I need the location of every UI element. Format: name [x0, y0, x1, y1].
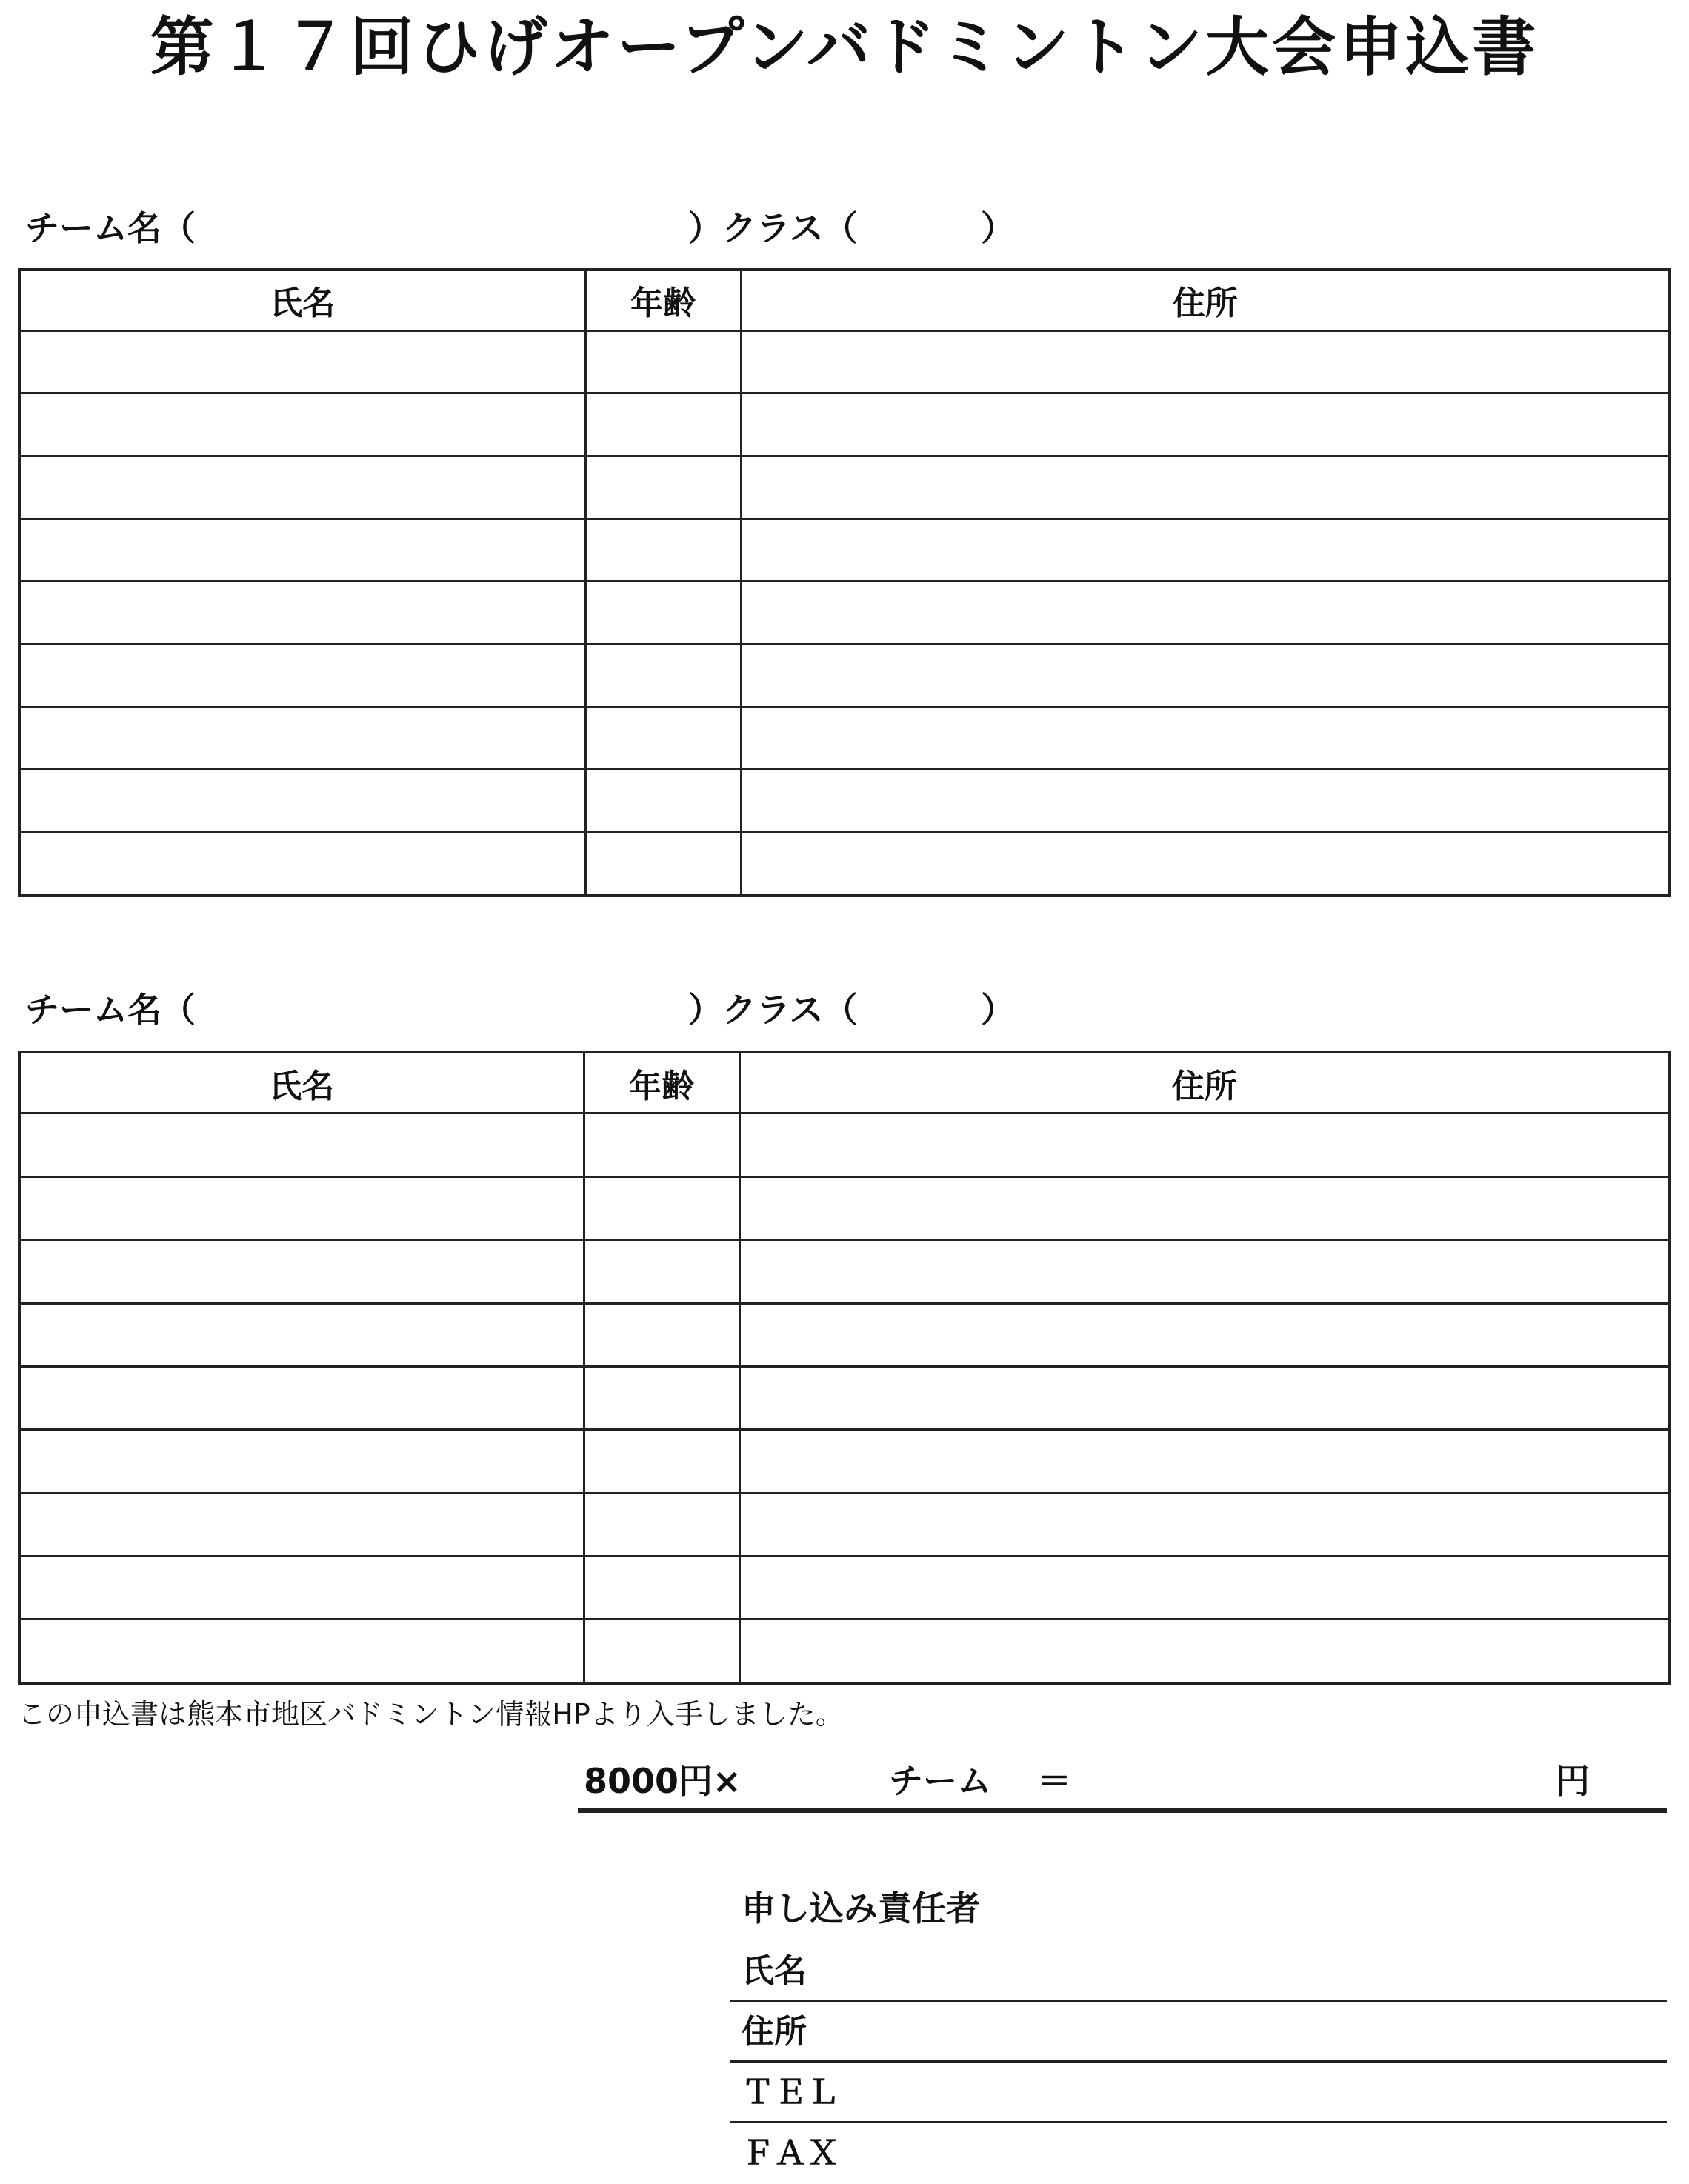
table-row — [19, 393, 1670, 456]
name-cell[interactable] — [19, 393, 585, 456]
team-name-label: チーム名（ — [25, 208, 196, 248]
table-row — [19, 770, 1670, 833]
age-cell[interactable] — [584, 1619, 739, 1683]
roster-table-1 — [18, 268, 1671, 897]
address-cell[interactable] — [739, 1557, 1670, 1619]
roster-table-2 — [18, 1051, 1671, 1685]
fee-yen: 円 — [1556, 1761, 1590, 1801]
name-cell[interactable] — [19, 582, 585, 645]
age-cell[interactable] — [585, 330, 741, 393]
age-cell[interactable] — [584, 1303, 739, 1366]
team-1-line — [25, 202, 1136, 246]
table-row — [19, 456, 1670, 519]
table-row — [19, 1176, 1670, 1239]
name-cell[interactable] — [19, 330, 585, 393]
age-header: 年齢 — [584, 1052, 739, 1113]
table-row — [19, 1619, 1670, 1683]
age-cell[interactable] — [585, 770, 741, 833]
table-row — [19, 519, 1670, 582]
age-cell[interactable] — [585, 456, 741, 519]
fee-team: チーム — [889, 1761, 991, 1801]
form-title: 第１７回ひげオープンバドミントン大会申込書 — [150, 10, 1539, 84]
team-2-line — [25, 983, 1136, 1028]
address-header: 住所 — [739, 1052, 1670, 1113]
team-name-label: チーム名（ — [25, 990, 196, 1030]
address-cell[interactable] — [741, 393, 1670, 456]
responsible-fax-field[interactable]: ＦＡＸ — [742, 2134, 839, 2172]
address-cell[interactable] — [741, 456, 1670, 519]
responsible-heading: 申し込み責任者 — [742, 1888, 980, 1928]
table-row — [19, 330, 1670, 393]
address-cell[interactable] — [739, 1176, 1670, 1239]
age-cell[interactable] — [585, 393, 741, 456]
address-cell[interactable] — [739, 1113, 1670, 1176]
address-cell[interactable] — [739, 1366, 1670, 1429]
source-note: この申込書は熊本市地区バドミントン情報HPより入手しました。 — [18, 1698, 844, 1731]
responsible-tel-field[interactable]: ＴＥＬ — [730, 2063, 1667, 2123]
age-cell[interactable] — [585, 645, 741, 708]
age-cell[interactable] — [584, 1113, 739, 1176]
address-cell[interactable] — [739, 1493, 1670, 1556]
age-cell[interactable] — [585, 519, 741, 582]
name-cell[interactable] — [19, 1493, 584, 1556]
age-cell[interactable] — [584, 1557, 739, 1619]
name-cell[interactable] — [19, 519, 585, 582]
address-cell[interactable] — [739, 1240, 1670, 1303]
address-cell[interactable] — [741, 582, 1670, 645]
address-cell[interactable] — [741, 519, 1670, 582]
name-cell[interactable] — [19, 1366, 584, 1429]
name-cell[interactable] — [19, 1176, 584, 1239]
class-close: ） — [981, 208, 1015, 248]
name-cell[interactable] — [19, 1113, 584, 1176]
address-cell[interactable] — [739, 1430, 1670, 1493]
name-cell[interactable] — [19, 707, 585, 770]
responsible-address-field[interactable]: 住所 — [730, 2002, 1667, 2063]
table-row — [19, 707, 1670, 770]
responsible-name-field[interactable]: 氏名 — [730, 1941, 1667, 2002]
address-cell[interactable] — [741, 330, 1670, 393]
table-row — [19, 833, 1670, 896]
address-cell[interactable] — [741, 833, 1670, 896]
age-cell[interactable] — [584, 1240, 739, 1303]
class-label: ）クラス（ — [688, 208, 858, 248]
name-header: 氏名 — [19, 270, 585, 330]
name-header: 氏名 — [19, 1052, 584, 1113]
name-cell[interactable] — [19, 770, 585, 833]
name-cell[interactable] — [19, 456, 585, 519]
fee-line — [578, 1748, 1667, 1813]
age-cell[interactable] — [584, 1366, 739, 1429]
table-row — [19, 1430, 1670, 1493]
address-cell[interactable] — [741, 770, 1670, 833]
table-row — [19, 1113, 1670, 1176]
name-cell[interactable] — [19, 833, 585, 896]
table-row — [19, 645, 1670, 708]
table-row — [19, 1557, 1670, 1619]
name-cell[interactable] — [19, 1430, 584, 1493]
age-cell[interactable] — [585, 707, 741, 770]
class-close: ） — [981, 990, 1015, 1030]
table-header-row — [19, 1052, 1670, 1113]
age-header: 年齢 — [585, 270, 741, 330]
table-row — [19, 1240, 1670, 1303]
age-cell[interactable] — [584, 1493, 739, 1556]
age-cell[interactable] — [584, 1176, 739, 1239]
name-cell[interactable] — [19, 645, 585, 708]
table-header-row — [19, 270, 1670, 330]
name-cell[interactable] — [19, 1240, 584, 1303]
name-cell[interactable] — [19, 1557, 584, 1619]
fee-unit: 8000円× — [584, 1761, 742, 1801]
table-row — [19, 582, 1670, 645]
table-row — [19, 1303, 1670, 1366]
responsible-section — [730, 1882, 1667, 2184]
address-cell[interactable] — [741, 707, 1670, 770]
address-cell[interactable] — [741, 645, 1670, 708]
table-row — [19, 1493, 1670, 1556]
address-cell[interactable] — [739, 1619, 1670, 1683]
age-cell[interactable] — [585, 582, 741, 645]
table-row — [19, 1366, 1670, 1429]
fee-equals: ＝ — [1037, 1761, 1071, 1801]
name-cell[interactable] — [19, 1303, 584, 1366]
address-cell[interactable] — [739, 1303, 1670, 1366]
class-label: ）クラス（ — [688, 990, 858, 1030]
address-header: 住所 — [741, 270, 1670, 330]
age-cell[interactable] — [585, 833, 741, 896]
age-cell[interactable] — [584, 1430, 739, 1493]
name-cell[interactable] — [19, 1619, 584, 1683]
